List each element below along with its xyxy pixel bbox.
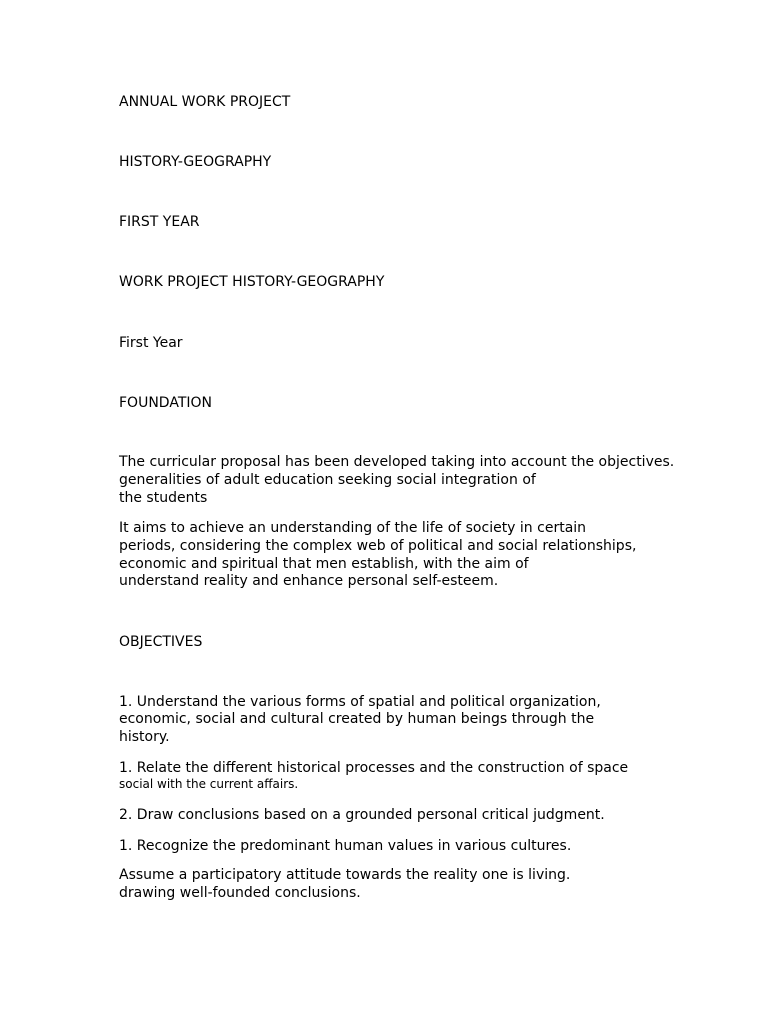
objective-line: drawing well-founded conclusions. (119, 885, 361, 901)
objective-line: 2. Draw conclusions based on a grounded personal critical judgment. (119, 807, 605, 823)
paragraph-line: the students (119, 490, 208, 506)
year-heading: First Year (119, 335, 183, 351)
paragraph-line: It aims to achieve an understanding of the life of society in certain (119, 520, 587, 536)
subject-heading: HISTORY-GEOGRAPHY (119, 154, 272, 170)
objective-line: 1. Recognize the predominant human values in various cultures. (119, 838, 572, 854)
objective-line: 1. Relate the different historical processes and the construction of space (119, 760, 629, 776)
paragraph-line: The curricular proposal has been developed taking into account the objectives. (119, 454, 675, 470)
objective-line: social with the current affairs. (119, 777, 299, 791)
objective-line: 1. Understand the various forms of spatial and political organization, (119, 694, 601, 710)
paragraph-line: generalities of adult education seeking social integration of (119, 472, 536, 488)
objective-line: Assume a participatory attitude towards the reality one is living. (119, 867, 571, 883)
document-title: ANNUAL WORK PROJECT (119, 94, 291, 110)
objectives-heading: OBJECTIVES (119, 634, 203, 650)
paragraph-line: economic and spiritual that men establish, with the aim of (119, 556, 529, 572)
objective-line: economic, social and cultural created by human beings through the (119, 711, 595, 727)
work-project-heading: WORK PROJECT HISTORY-GEOGRAPHY (119, 274, 385, 290)
year-heading-upper: FIRST YEAR (119, 214, 200, 230)
objective-line: history. (119, 729, 170, 745)
foundation-heading: FOUNDATION (119, 395, 212, 411)
paragraph-line: understand reality and enhance personal self-esteem. (119, 573, 499, 589)
paragraph-line: periods, considering the complex web of political and social relationships, (119, 538, 637, 554)
